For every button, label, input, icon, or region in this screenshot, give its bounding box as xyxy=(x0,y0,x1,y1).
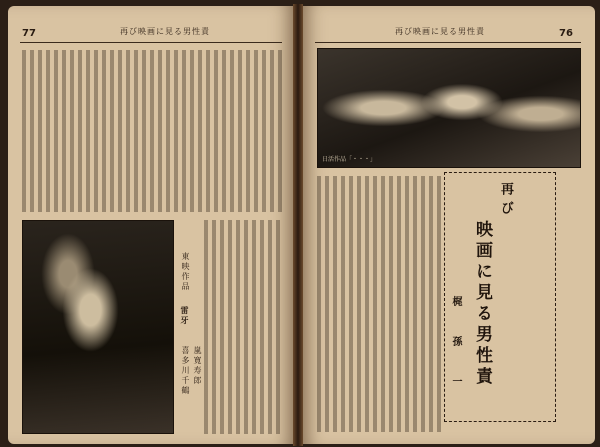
body-text-block xyxy=(317,176,443,432)
film-still-photo xyxy=(317,48,581,168)
page-number: 77 xyxy=(22,28,36,39)
book-gutter xyxy=(293,4,303,446)
photo-caption-cast: 嵐寛寿郎 xyxy=(193,346,202,386)
film-still-photo xyxy=(22,220,174,434)
photo-caption-title: 雷牙 xyxy=(180,306,190,326)
running-head: 再び映画に見る男性責 xyxy=(120,27,210,36)
header-rule xyxy=(20,42,282,43)
body-text-block xyxy=(204,220,284,434)
photo-caption-cast: 喜多川千鶴 xyxy=(181,346,190,396)
photo-caption-role: 東映作品 xyxy=(181,252,190,292)
article-author: 梶 孫 一 xyxy=(450,296,461,396)
article-title-prefix: 再び xyxy=(498,182,513,220)
photo-label: 日活作品「・・・」 xyxy=(322,156,377,163)
article-title: 映画に見る男性責 xyxy=(472,220,492,388)
running-head: 再び映画に見る男性責 xyxy=(395,27,485,36)
header-rule xyxy=(315,42,581,43)
page-number: 76 xyxy=(559,28,573,39)
body-text-block xyxy=(22,50,284,212)
left-page xyxy=(8,6,293,444)
